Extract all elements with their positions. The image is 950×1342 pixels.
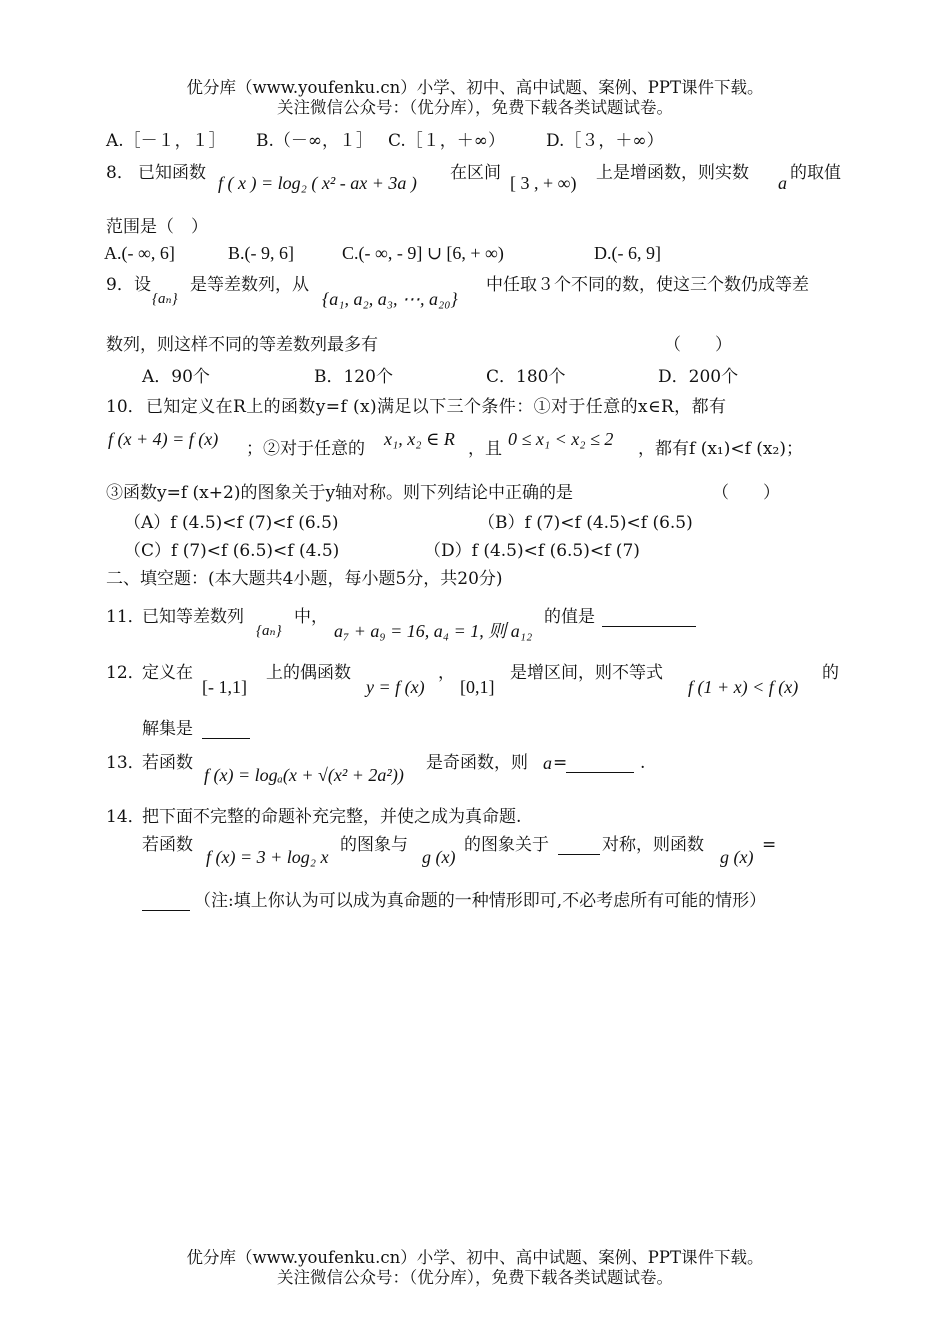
q7-option-d: D.［３，＋∞） [546, 131, 664, 151]
q10-option-d: （D）f (4.5)<f (6.5)<f (7) [424, 541, 640, 561]
q7-option-b: B.（－∞，１］ [256, 131, 374, 151]
q8-line-2: 范围是（ ） [106, 217, 208, 237]
q13-text-mid: 是奇函数，则 [426, 753, 528, 773]
q10-number: 10． [106, 397, 145, 417]
q10-text-post: ，都有f (x₁)<f (x₂)； [638, 439, 803, 459]
q12-interval: [- 1,1] [202, 677, 247, 697]
q9-set: {a₁, a₂, a₃, ⋯, a₂₀} [322, 289, 458, 309]
q10-text-qie: ，且 [468, 439, 502, 459]
q14-g-function: g (x) [422, 847, 456, 867]
q7-option-c: C.［１，＋∞） [388, 131, 505, 151]
q9-seq: {aₙ} [152, 291, 178, 307]
q13-formula: f (x) = logₐ(x + √(x² + 2a²)) [204, 765, 404, 785]
q8-text-pre: 已知函数 [138, 163, 206, 183]
q12-interval-2: [0,1] [460, 677, 495, 697]
q14-answer-blank[interactable] [142, 890, 190, 911]
q10-option-b: （B）f (7)<f (4.5)<f (6.5) [478, 513, 693, 533]
q8-formula: f ( x ) = log₂ ( x² - ax + 3a ) [218, 173, 417, 193]
q8-interval: [ 3 , + ∞) [510, 173, 577, 193]
q7-option-a: A.［－１，１］ [106, 131, 226, 151]
q11-answer-blank[interactable] [602, 606, 696, 627]
q10-vars: x₁, x₂ ∈ R [384, 429, 455, 449]
q14-line-1: 把下面不完整的命题补充完整，并使之成为真命题. [142, 807, 522, 827]
q10-condition-1: f (x + 4) = f (x) [108, 429, 219, 449]
q12-number: 12． [106, 663, 145, 683]
q12-text-pre: 定义在 [142, 663, 193, 683]
q13-end: . [640, 753, 646, 773]
q14-text-mid: 的图象与 [340, 835, 408, 855]
q8-option-b: B.(- 9, 6] [228, 243, 294, 263]
q8-text-mid: 在区间 [450, 163, 501, 183]
q12-text-mid: 上的偶函数 [266, 663, 351, 683]
header-line-1: 优分库（www.youfenku.cn）小学、初中、高中试题、案例、PPT课件下载。 [186, 78, 764, 97]
q9-option-b: B．120个 [314, 367, 393, 387]
q12-text-mid-2: 是增区间，则不等式 [510, 663, 663, 683]
q12-answer-blank[interactable] [202, 718, 250, 739]
q14-note: （注:填上你认为可以成为真命题的一种情形即可,不必考虑所有可能的情形） [194, 891, 767, 911]
q12-function: y = f (x) [366, 677, 425, 697]
q14-text-pre: 若函数 [142, 835, 193, 855]
q9-text-pre: 设 [134, 275, 151, 295]
footer-line-2: 关注微信公众号：（优分库），免费下载各类试题试卷。 [277, 1268, 673, 1287]
q9-option-c: C．180个 [486, 367, 566, 387]
section-2-heading: 二、填空题：(本大题共4小题，每小题5分，共20分) [106, 569, 503, 589]
q11-formula: a₇ + a₉ = 16, a₄ = 1, 则 a₁₂ [334, 621, 533, 641]
q9-line-2: 数列，则这样不同的等差数列最多有 [106, 335, 378, 355]
q14-equals: = [762, 835, 777, 855]
q9-option-d: D．200个 [658, 367, 739, 387]
q13-answer-blank[interactable] [566, 752, 634, 773]
q10-answer-paren: （ ） [712, 483, 780, 503]
q8-number: 8． [106, 163, 134, 183]
q11-text-pre: 已知等差数列 [142, 607, 244, 627]
q9-text-mid: 是等差数列，从 [190, 275, 309, 295]
q9-number: 9． [106, 275, 134, 295]
q12-line-2: 解集是 [142, 719, 193, 739]
q12-inequality: f (1 + x) < f (x) [688, 677, 799, 697]
q13-equals: = [553, 753, 568, 773]
q8-text-end: 的取值 [790, 163, 841, 183]
q8-option-a: A.(- ∞, 6] [104, 243, 175, 263]
q10-text-sep: ；②对于任意的 [246, 439, 365, 459]
q10-line-3: ③函数y=f (x+2)的图象关于y轴对称。则下列结论中正确的是 [106, 483, 574, 503]
q10-inequality: 0 ≤ x₁ < x₂ ≤ 2 [508, 429, 614, 449]
q14-formula: f (x) = 3 + log₂ x [206, 847, 329, 867]
q9-text-post: 中任取３个不同的数，使这三个数仍成等差 [486, 275, 809, 295]
q9-option-a: A．90个 [142, 367, 210, 387]
q9-answer-paren: （ ） [664, 335, 732, 355]
q14-symmetry-blank[interactable] [558, 834, 600, 855]
q10-option-a: （A）f (4.5)<f (7)<f (6.5) [124, 513, 339, 533]
q13-var-a: a [543, 753, 552, 773]
q8-text-post: 上是增函数，则实数 [596, 163, 749, 183]
q11-text-mid: 中， [294, 607, 328, 627]
q8-var-a: a [778, 173, 787, 193]
q13-text-pre: 若函数 [142, 753, 193, 773]
q8-option-c: C.(- ∞, - 9] ∪ [6, + ∞) [342, 243, 504, 263]
q11-seq: {aₙ} [256, 623, 282, 639]
q11-number: 11． [106, 607, 145, 627]
header-line-2: 关注微信公众号：（优分库），免费下载各类试题试卷。 [277, 98, 673, 117]
footer-line-1: 优分库（www.youfenku.cn）小学、初中、高中试题、案例、PPT课件下载。 [186, 1248, 764, 1267]
q10-option-c: （C）f (7)<f (6.5)<f (4.5) [124, 541, 340, 561]
q12-comma: ， [438, 663, 455, 683]
q14-text-mid-2: 的图象关于 [464, 835, 549, 855]
q8-option-d: D.(- 6, 9] [594, 243, 661, 263]
q14-number: 14． [106, 807, 145, 827]
q14-text-post: 对称，则函数 [602, 835, 704, 855]
q13-number: 13． [106, 753, 145, 773]
q10-line-1: 已知定义在R上的函数y=f (x)满足以下三个条件：①对于任意的x∈R，都有 [146, 397, 727, 417]
q11-text-post: 的值是 [544, 607, 595, 627]
q12-text-post: 的 [822, 663, 839, 683]
q14-g-function-2: g (x) [720, 847, 754, 867]
